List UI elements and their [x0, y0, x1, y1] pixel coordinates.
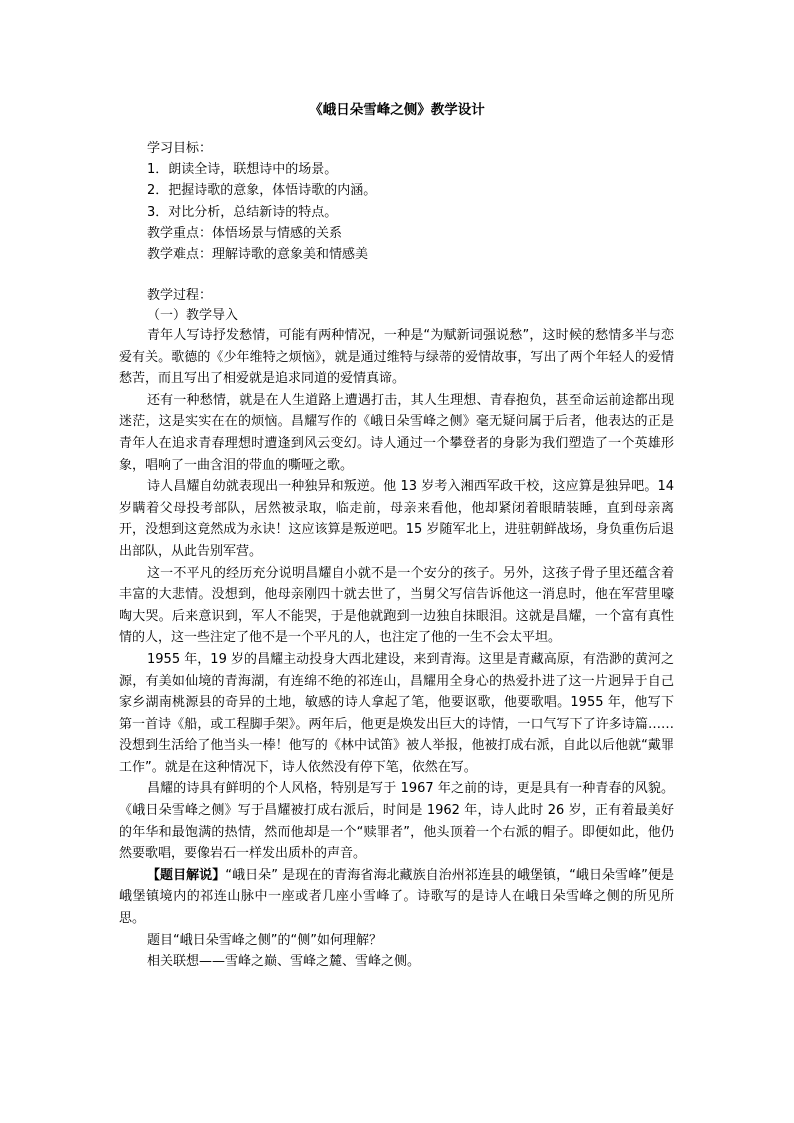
- process-heading: 教学过程：: [147, 288, 213, 303]
- explain-label: 【题目解说】: [147, 867, 226, 883]
- paragraph: 1955 年，19 岁的昌耀主动投身大西北建设，来到青海。这里是青藏高原，有浩渺的黄河之源，有美如仙境的青海湖，有连绵不绝的祁连山，昌耀用全身心的热爱扑进了这一片迥异于自己家乡湖南桃源县的奇异的土地，敏感的诗人拿起了笔，他要讴歌，他要歌唱。1955 年，他写下第一首诗《船，或工程脚手架》。两年后，他更是焕发出巨大的诗情，一口气写下了许多诗篇……没想到生活给了他当头一棒！他写的《林中试笛》被人举报，他被打成右派，自此以后他就“戴罪工作”。就是在这种情况下，诗人依然没有停下笔，依然在写。: [119, 651, 674, 775]
- paragraph: 诗人昌耀自幼就表现出一种独异和叛逆。他 13 岁考入湘西军政干校，这应算是独异吧。14 岁瞒着父母投考部队，居然被录取，临走前，母亲来看他，他却紧闭着眼睛装睡，直到母亲离开，没想到这竟然成为永诀！这应该算是叛逆吧。15 岁随军北上，进驻朝鲜战场，身负重伤后退出部队，从此告别军营。: [119, 479, 674, 559]
- objective-item: 1．朗读全诗，联想诗中的场景。: [147, 162, 338, 178]
- section-heading: （一）教学导入: [147, 308, 239, 323]
- title-explanation-paragraph: [119, 865, 674, 930]
- paragraph: 青年人写诗抒发愁情，可能有两种情况，一种是“为赋新词强说愁”，这时候的愁情多半与恋爱有关。歌德的《少年维特之烦恼》，就是通过维特与绿蒂的爱情故事，写出了两个年轻人的爱情愁苦，而且写出了相爱就是追求同道的爱情真谛。: [119, 328, 674, 387]
- question-paragraph: 题目“峨日朵雪峰之侧”的“侧”如何理解？: [147, 932, 382, 948]
- explain-text: “峨日朵” 是现在的青海省海北藏族自治州祁连县的峨堡镇，“峨日朵雪峰”便是峨堡镇境内的祁连山脉中一座或者几座小雪峰了。诗歌写的是诗人在峨日朵雪峰之侧的所见所思。: [119, 867, 674, 927]
- document-title: 《峨日朵雪峰之侧》教学设计: [309, 102, 485, 118]
- paragraph: 昌耀的诗具有鲜明的个人风格，特别是写于 1967 年之前的诗，更是具有一种青春的风貌。《峨日朵雪峰之侧》写于昌耀被打成右派后，时间是 1962 年，诗人此时 26 岁，正有着最美好的年华和最饱满的热情，然而他却是一个“赎罪者”，他头顶着一个右派的帽子。即便如此，他仍然要歌唱，要像岩石一样发出质朴的声音。: [119, 781, 674, 862]
- difficulty-point: 教学难点：理解诗歌的意象美和情感美: [147, 247, 369, 263]
- key-point: 教学重点：体悟场景与情感的关系: [147, 225, 343, 241]
- association-paragraph: 相关联想——雪峰之巅、雪峰之麓、雪峰之侧。: [147, 954, 421, 970]
- objectives-block: [147, 138, 687, 265]
- paragraph: 这一不平凡的经历充分说明昌耀自小就不是一个安分的孩子。另外，这孩子骨子里还蕴含着丰富的大悲情。没想到，他母亲刚四十就去世了，当舅父写信告诉他这一消息时，他在军营里嚎啕大哭。后来意识到，军人不能哭，于是他就跑到一边独自抹眼泪。这就是昌耀，一个富有真性情的人，这一些注定了他不是一个平凡的人，也注定了他的一生不会太平坦。: [119, 565, 674, 646]
- objective-item: 2．把握诗歌的意象，体悟诗歌的内涵。: [147, 183, 377, 199]
- paragraph: 还有一种愁情，就是在人生道路上遭遇打击，其人生理想、青春抱负，甚至命运前途都出现迷茫，这是实实在在的烦恼。昌耀写作的《峨日朵雪峰之侧》毫无疑问属于后者，他表达的正是青年人在追求青春理想时遭逢到风云变幻。诗人通过一个攀登者的身影为我们塑造了一个英雄形象，唱响了一曲含泪的带血的嘶哑之歌。: [119, 392, 674, 473]
- objectives-heading: 学习目标：: [147, 141, 213, 156]
- objective-item: 3．对比分析，总结新诗的特点。: [147, 204, 338, 220]
- process-body: [119, 325, 674, 973]
